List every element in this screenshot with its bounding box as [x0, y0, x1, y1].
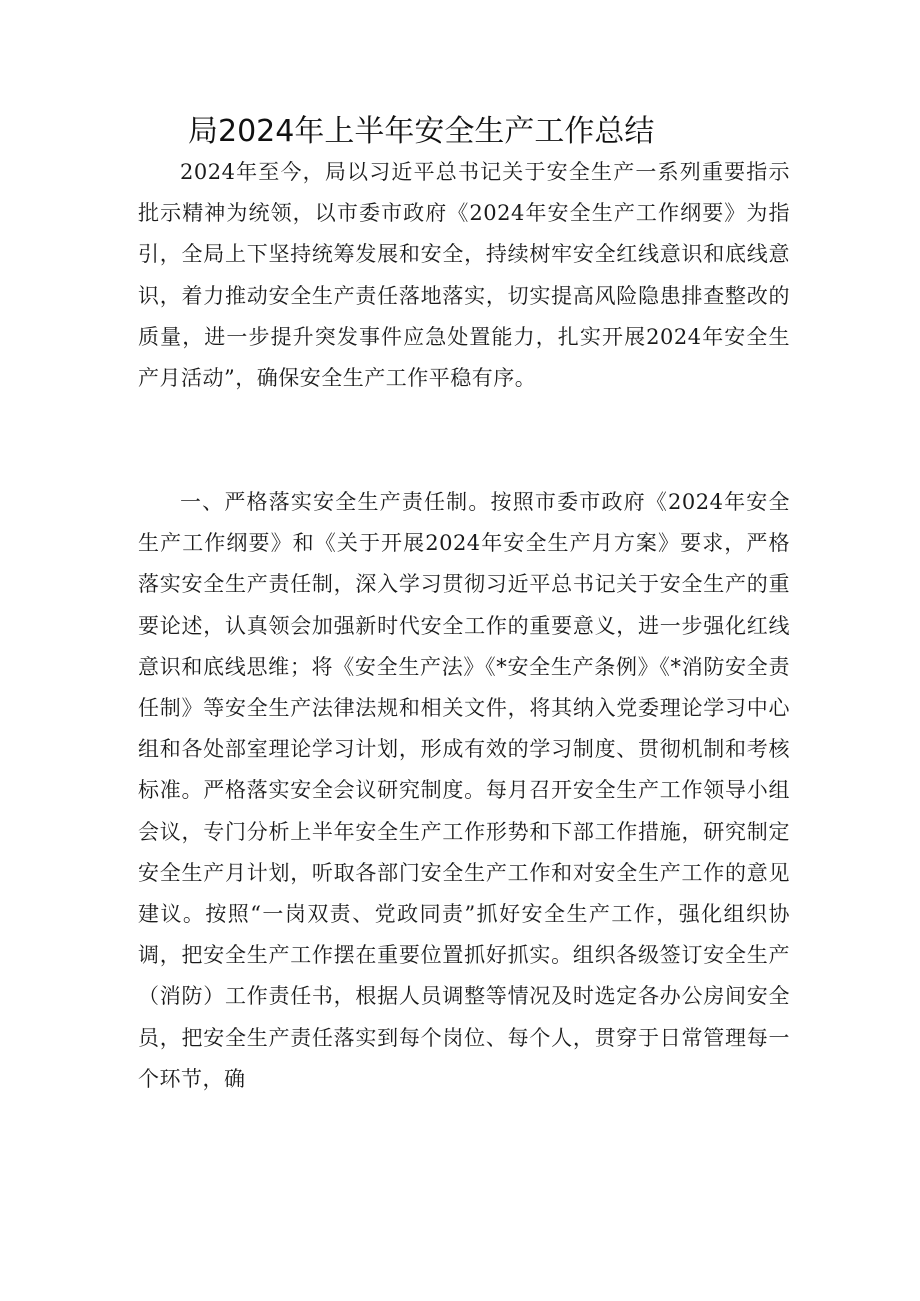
document-title: 局2024年上半年安全生产工作总结: [188, 114, 655, 149]
intro-paragraph: 2024年至今，局以习近平总书记关于安全生产一系列重要指示批示精神为统领，以市委市政府《2024年安全生产工作纲要》为指引，全局上下坚持统筹发展和安全，持续树牢安全红线意识和底线意识，着力推动安全生产责任落地落实，切实提高风险隐患排查整改的质量，进一步提升突发事件应急处置能力，扎实开展2024年安全生产月活动”，确保安全生产工作平稳有序。: [138, 160, 790, 391]
section-one-paragraph: 一、严格落实安全生产责任制。按照市委市政府《2024年安全生产工作纲要》和《关于开展2024年安全生产月方案》要求，严格落实安全生产责任制，深入学习贯彻习近平总书记关于安全生产的重要论述，认真领会加强新时代安全工作的重要意义，进一步强化红线意识和底线思维；将《安全生产法》《*安全生产条例》《*消防安全责任制》等安全生产法律法规和相关文件，将其纳入党委理论学习中心组和各处部室理论学习计划，形成有效的学习制度、贯彻机制和考核标准。严格落实安全会议研究制度。每月召开安全生产工作领导小组会议，专门分析上半年安全生产工作形势和下部工作措施，研究制定安全生产月计划，听取各部门安全生产工作和对安全生产工作的意见建议。按照“一岗双责、党政同责”抓好安全生产工作，强化组织协调，把安全生产工作摆在重要位置抓好抓实。组织各级签订安全生产（消防）工作责任书，根据人员调整等情况及时选定各办公房间安全员，把安全生产责任落实到每个岗位、每个人，贯穿于日常管理每一个环节，确: [138, 490, 790, 1091]
